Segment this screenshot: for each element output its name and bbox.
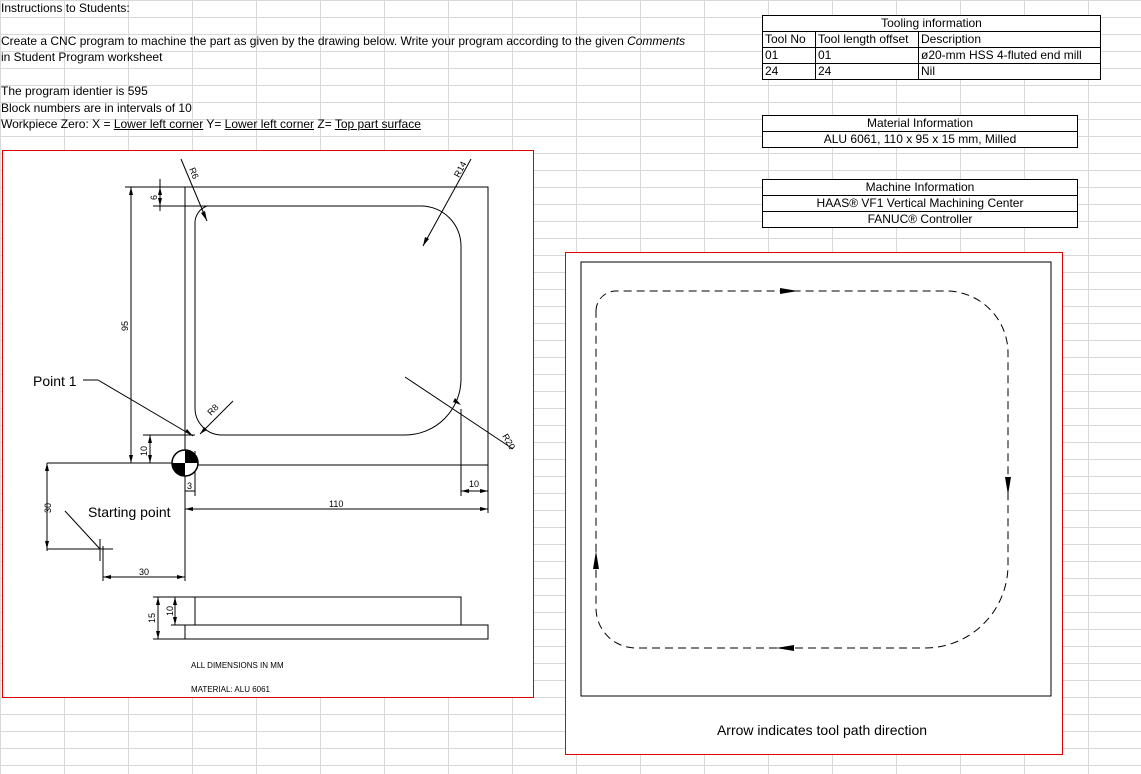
dim-110: 110 (329, 499, 344, 509)
pocket-outline (195, 206, 461, 435)
note-material: MATERIAL: ALU 6061 (191, 685, 270, 694)
dim-r6: R6 (187, 166, 201, 181)
workpiece-zero-symbol (172, 450, 198, 476)
machine-table (762, 179, 1078, 228)
table-row: 24 24 Nil (763, 64, 1101, 80)
dim-10-right: 10 (469, 479, 480, 489)
instructions-heading: Instructions to Students: (1, 1, 130, 15)
r20-leader (405, 377, 513, 449)
stock-outline (185, 187, 488, 465)
material-title: Material Information (763, 116, 1078, 132)
point-1-label: Point 1 (33, 373, 77, 389)
dim-6: 6 (149, 194, 159, 200)
dim-r20: R20 (500, 432, 518, 452)
material-table (762, 115, 1078, 148)
machine-title: Machine Information (763, 180, 1078, 196)
point1-leader-b (98, 380, 193, 436)
material-value: ALU 6061, 110 x 95 x 15 mm, Milled (763, 132, 1078, 148)
toolpath-caption: Arrow indicates tool path direction (716, 722, 928, 738)
dim-10-left: 10 (139, 445, 149, 456)
machine-line-2: FANUC® Controller (763, 212, 1078, 228)
toolpath-svg (566, 253, 1062, 754)
machine-line-1: HAAS® VF1 Vertical Machining Center (763, 196, 1078, 212)
instructions-line-1: Create a CNC program to machine the part as given by the drawing below. Write your program according to the given Comments (1, 34, 686, 48)
dim-30-vertical: 30 (43, 502, 53, 513)
dim-r8: R8 (205, 402, 221, 418)
dim-r14: R14 (451, 159, 469, 179)
starting-point-label: Starting point (88, 504, 171, 520)
dim-30-horizontal: 30 (139, 567, 150, 577)
side-view-base (185, 625, 488, 639)
note-all-dimensions: ALL DIMENSIONS IN MM (191, 661, 284, 670)
dim-3: 3 (187, 481, 193, 491)
dim-10-side: 10 (165, 605, 175, 616)
program-id: The program identier is 595 (1, 84, 148, 98)
table-row: 01 01 ø20-mm HSS 4-fluted end mill (763, 48, 1101, 64)
side-view-pocket-wall (195, 597, 461, 625)
tooling-table (762, 15, 1101, 80)
instructions-line-2: in Student Program worksheet (1, 50, 163, 64)
dim-15: 15 (147, 612, 157, 623)
tooling-title: Tooling information (763, 16, 1101, 32)
toolpath-diagram (565, 252, 1063, 755)
part-drawing (2, 150, 534, 698)
dim-95: 95 (120, 320, 130, 331)
part-drawing-svg (3, 151, 533, 697)
workpiece-zero: Workpiece Zero: X = Lower left corner Y= Lower left corner Z= Top part surface (1, 117, 421, 131)
tooling-header-row: Tool No Tool length offset Description (763, 32, 1101, 48)
block-numbers: Block numbers are in intervals of 10 (1, 101, 192, 115)
toolpath-frame (581, 262, 1051, 696)
